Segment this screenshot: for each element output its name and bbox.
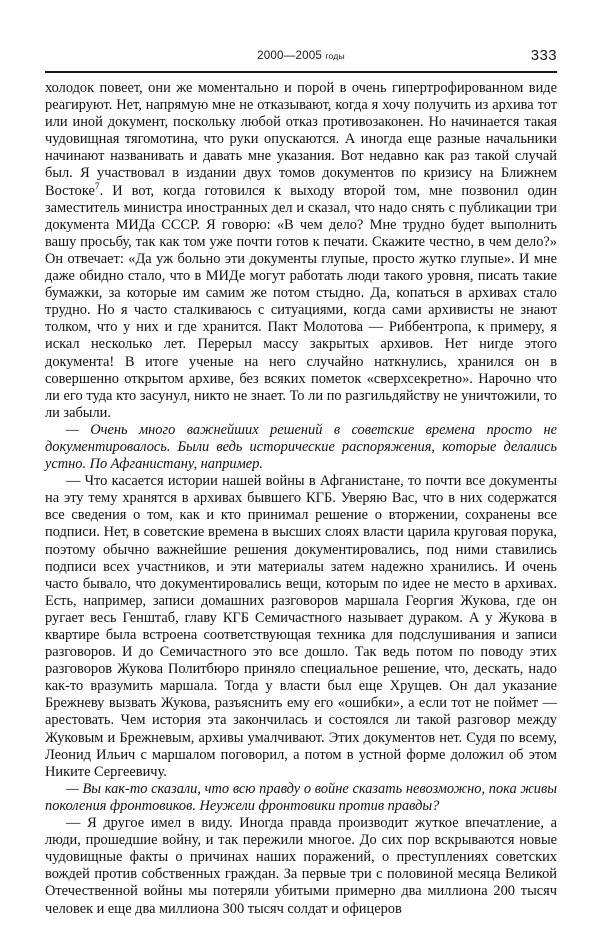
header-rule: [45, 71, 557, 73]
page-number: 333: [530, 47, 557, 64]
paragraph-answer: — Что касается истории нашей войны в Афганистане, то почти все документы на эту тему хранятся в архивах бывшего КГБ. Уверяю Вас, что в них содержатся все сведения о том, как и кто принимал решение о вторжении, сохранены все подписи. Нет, в советские времена в высших слоях власти царила круговая порука, поэтому обычно важнейшие решения документировались, под ними ставились подписи всех участников, и эти материалы затем надежно хранились. И очень часто бывало, что документировались вещи, которым по идее не место в архивах. Есть, например, записи домашних разговоров маршала Георгия Жукова, где он ругает весь Генштаб, главу КГБ Семичастного называет дураком. А у Жукова в квартире была встроена соответствующая техника для подслушивания и записи разговоров. И до Семичастного это все дошло. Так ведь потом по поводу этих разговоров Жукова Политбюро приняло специальное решение, что, дескать, надо как-то вразумить маршала. Тогда у власти был еще Хрущев. Он дал указание Брежневу вызвать Жукова, разъяснить ему его «ошибки», а если тот не поймет — арестовать. Чем история эта закончилась и состоялся ли такой разговор между Жуковым и Брежневым, архивы умалчивают. Этих документов нет. Судя по всему, Леонид Ильич с маршалом поговорил, а потом в устной форме доложил об этом Никите Сергеевичу.: [45, 473, 557, 780]
running-head: [45, 47, 557, 69]
paragraph-text-tail: . И вот, когда готовился к выходу второй том, мне позвонил один заместитель министра иностранных дел и сказал, что надо снять с публикации три документа МИДа СССР. Я говорю: «В чем дело? Мне трудно будет выполнить вашу просьбу, так как том уже почти готов к печати. Скажите честно, в чем дело?» Он отвечает: «Да уж больно эти документы глупые, просто жутко глупые». И мне даже обидно стало, что в МИДе могут работать люди такого уровня, писать такие бумажки, за которые им самим же потом стыдно. Да, копаться в архивах стало трудно. Но я часто сталкиваюсь с ситуациями, когда сами архивисты не знают толком, что у них и где хранится. Пакт Молотова — Риббентропа, к примеру, я искал несколько лет. Перерыл массу закрытых архивов. Нет нигде этого документа! В итоге ученые на него случайно наткнулись, хранился он в совершенно открытом архиве, без всяких пометок «сверхсекретно». Нарочно что ли его туда кто засунул, никто не знает. То ли по разгильдяйству не уничтожили, то ли забыли.: [45, 182, 557, 421]
paragraph-answer: — Я другое имел в виду. Иногда правда производит жуткое впечатление, а люди, прошедшие войну, и так пережили многое. До сих пор вскрываются новые чудовищные факты о причинах наших поражений, о преступлениях советских вождей против собственных граждан. За первые три с половиной месяца Великой Отечественной войны мы потеряли убитыми примерно два миллиона 200 тысяч человек и еще два миллиона 300 тысяч солдат и офицеров: [45, 815, 557, 917]
paragraph-continued: [45, 80, 557, 422]
body-text: [45, 80, 557, 918]
running-head-years: 2000—2005: [257, 49, 323, 62]
paragraph-question: — Вы как-то сказали, что всю правду о войне сказать невозможно, пока живы поколения фронтовиков. Неужели фронтовики против правды?: [45, 780, 557, 814]
paragraph-text: холодок повеет, они же моментально и порой в очень гипертрофированном виде реагируют. Нет, напрямую мне не отказывают, когда я хочу получить из архива тот или иной документ, поскольку любой отказ противозаконен. Но начинается такая чудовищная тягомотина, что руки опускаются. А иногда еще разные начальники начинают названивать и давать мне указания. Вот недавно как раз такой случай был. Я участвовал в издании двух томов документов по кризису на Ближнем Востоке: [45, 80, 557, 199]
running-head-word: годы: [325, 51, 345, 61]
footnote-marker: 7: [94, 181, 100, 192]
paragraph-question: — Очень много важнейших решений в советские времена просто не документировалось. Были ведь исторические распоряжения, которые делались устно. По Афганистану, например.: [45, 421, 557, 473]
running-head-title: [45, 49, 557, 62]
